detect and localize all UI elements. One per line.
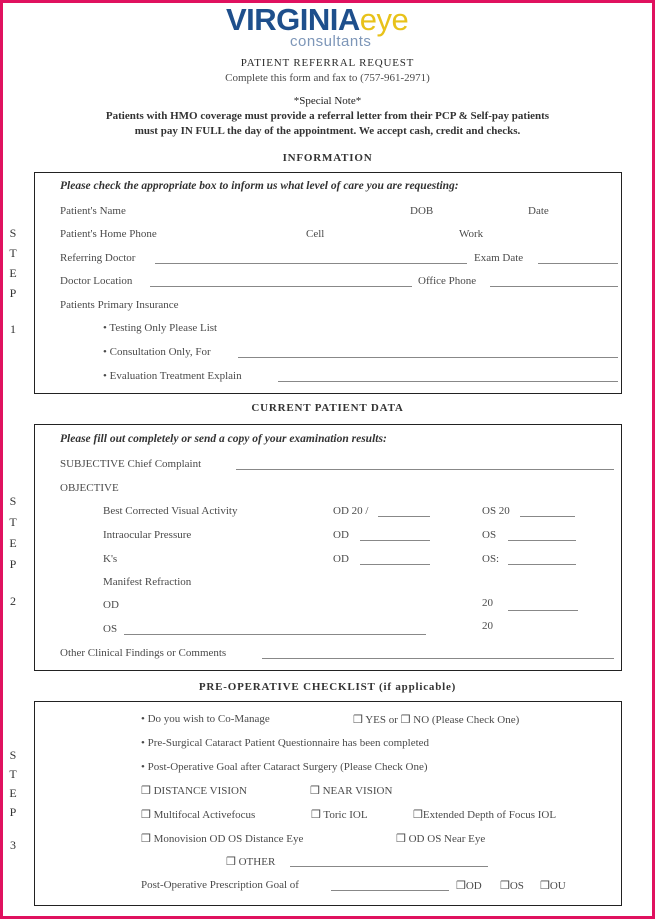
consultation-only-option[interactable]: • Consultation Only, For [103,346,211,358]
near-vision-checkbox[interactable]: ❒ NEAR VISION [310,785,393,797]
rx-od-checkbox[interactable]: ❒OD [456,880,482,892]
date-label: Date [528,205,549,217]
doctor-location-field[interactable] [150,286,412,287]
cell-label: Cell [306,228,325,240]
consultation-field[interactable] [238,357,618,358]
step-letter: P [9,557,17,571]
step-letter: E [9,266,17,280]
bcva-os-label: OS 20 [482,505,510,517]
iop-od-field[interactable] [360,540,430,541]
manifest-od-acuity-field[interactable] [508,610,578,611]
step-letter: T [9,246,17,260]
iop-os-label: OS [482,529,497,541]
step-letter: S [9,494,17,508]
date-field[interactable] [556,216,616,217]
ks-label: K's [103,553,118,565]
postop-goal-label: • Post-Operative Goal after Cataract Surgery (Please Check One) [141,761,428,773]
office-phone-label: Office Phone [418,275,477,287]
information-instruction: Please check the appropriate box to inform us what level of care you are requesting: [60,180,459,192]
patient-name-field[interactable] [142,216,404,217]
step-letter: 2 [10,594,16,608]
ks-od-label: OD [333,553,349,565]
multifocal-checkbox[interactable]: ❒ Multifocal Activefocus [141,809,256,821]
step-2-label [8,494,18,609]
bcva-od-field[interactable] [378,516,430,517]
distance-vision-checkbox[interactable]: ❒ DISTANCE VISION [141,785,247,797]
manifest-os-20: 20 [482,620,493,632]
evaluation-field[interactable] [278,381,618,382]
step-letter: S [9,226,17,240]
work-label: Work [459,228,484,240]
step-letter: T [9,767,17,781]
step-letter: S [9,748,17,762]
special-note-label: *Special Note* [293,95,362,107]
step-letter: T [9,515,17,529]
step-letter: E [9,536,17,550]
bcva-label: Best Corrected Visual Activity [103,505,238,517]
section-heading-current-patient-data: CURRENT PATIENT DATA [251,402,404,414]
exam-date-field[interactable] [538,263,618,264]
ks-os-field[interactable] [508,564,576,565]
other-field[interactable] [290,866,488,867]
logo-word-virginia: VIRGINIA [226,2,360,37]
patient-name-label: Patient's Name [60,205,126,217]
toric-iol-checkbox[interactable]: ❒ Toric IOL [311,809,368,821]
iop-label: Intraocular Pressure [103,529,192,541]
monovision-near-checkbox[interactable]: ❒ OD OS Near Eye [396,833,486,845]
manifest-os-field[interactable] [124,634,426,635]
step-3-label [8,748,18,853]
patient-data-instruction: Please fill out completely or send a copy of your examination results: [60,433,387,445]
manifest-od-label: OD [103,599,119,611]
comanage-label: • Do you wish to Co-Manage [141,713,270,725]
iop-od-label: OD [333,529,349,541]
dob-label: DOB [410,205,434,217]
step-letter: P [9,805,17,819]
step-letter: E [9,786,17,800]
edof-iol-checkbox[interactable]: ❒Extended Depth of Focus IOL [413,809,557,821]
fax-instruction: Complete this form and fax to (757-961-2971) [225,72,430,84]
primary-insurance-label: Patients Primary Insurance [60,299,179,311]
manifest-refraction-label: Manifest Refraction [103,576,192,588]
bcva-od-label: OD 20 / [333,505,369,517]
step-letter: 3 [10,838,16,852]
manifest-os-label: OS [103,623,118,635]
rx-os-checkbox[interactable]: ❒OS [500,880,524,892]
logo-subtitle: consultants [290,33,372,50]
monovision-distance-checkbox[interactable]: ❒ Monovision OD OS Distance Eye [141,833,304,845]
prescription-goal-label: Post-Operative Prescription Goal of [141,879,299,891]
iop-os-field[interactable] [508,540,576,541]
dob-field[interactable] [440,216,520,217]
chief-complaint-field[interactable] [236,469,614,470]
ks-os-label: OS: [482,553,500,565]
subjective-label: SUBJECTIVE Chief Complaint [60,458,202,470]
referring-doctor-field[interactable] [155,263,467,264]
logo-word-eye: eye [359,2,409,37]
office-phone-field[interactable] [490,286,618,287]
special-note-line-2: must pay IN FULL the day of the appointment. We accept cash, credit and checks. [134,125,521,137]
manifest-od-20: 20 [482,597,493,609]
step-letter: 1 [10,322,16,336]
evaluation-treatment-option[interactable]: • Evaluation Treatment Explain [103,370,242,382]
cell-field[interactable] [332,239,452,240]
section-heading-information: INFORMATION [282,152,373,164]
work-field[interactable] [490,239,615,240]
bcva-os-field[interactable] [520,516,575,517]
special-note-line-1: Patients with HMO coverage must provide a referral letter from their PCP & Self-pay patients [105,110,550,122]
home-phone-field[interactable] [180,239,300,240]
comanage-yes-no[interactable]: ❒ YES or ❒ NO (Please Check One) [353,714,520,726]
other-checkbox[interactable]: ❒ OTHER [226,856,276,868]
prescription-goal-field[interactable] [331,890,449,891]
preoperative-box [34,701,622,906]
referring-doctor-label: Referring Doctor [60,252,136,264]
doctor-location-label: Doctor Location [60,275,133,287]
objective-label: OBJECTIVE [60,482,119,494]
rx-ou-checkbox[interactable]: ❒OU [540,880,566,892]
form-title: PATIENT REFERRAL REQUEST [240,57,415,69]
exam-date-label: Exam Date [474,252,524,264]
section-heading-preoperative: PRE-OPERATIVE CHECKLIST (if applicable) [198,681,457,693]
home-phone-label: Patient's Home Phone [60,228,157,240]
step-1-label [8,226,18,337]
questionnaire-completed: • Pre-Surgical Cataract Patient Questionnaire has been completed [141,737,430,749]
ks-od-field[interactable] [360,564,430,565]
other-findings-label: Other Clinical Findings or Comments [60,647,227,659]
manifest-od-field[interactable] [125,610,425,611]
other-findings-field[interactable] [262,658,614,659]
testing-only-option[interactable]: • Testing Only Please List [103,322,218,334]
step-letter: P [9,286,17,300]
